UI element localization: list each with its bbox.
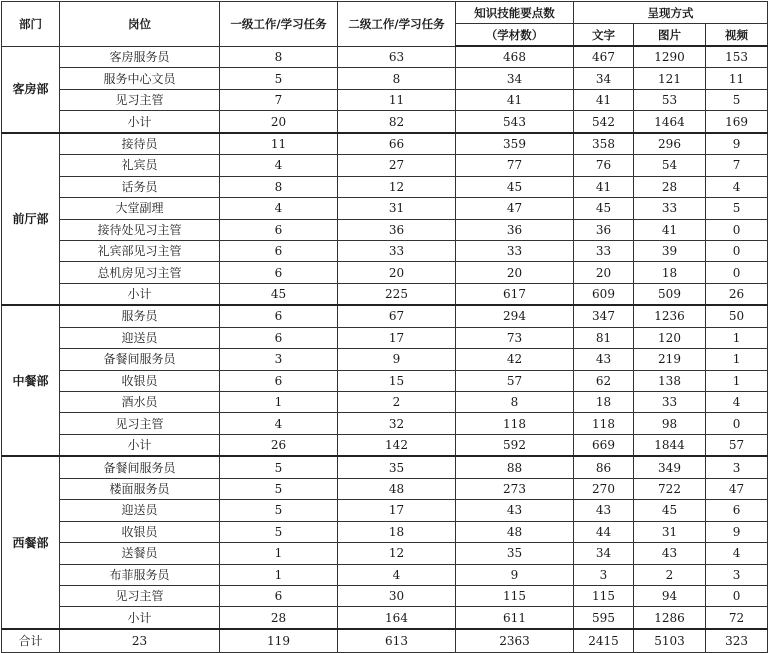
text-count: 34: [574, 68, 634, 89]
video-count: 57: [706, 434, 768, 456]
video-count: 7: [706, 155, 768, 176]
level2-count: 17: [338, 327, 456, 348]
table-row: [2, 349, 768, 370]
knowledge-count: 57: [456, 370, 574, 391]
table-row: [2, 133, 768, 155]
level2-count: 12: [338, 543, 456, 564]
level1-count: 6: [220, 262, 338, 283]
level2-count: 66: [338, 133, 456, 155]
position-cell: 接待处见习主管: [60, 219, 220, 240]
total-video-count: 323: [706, 629, 768, 653]
image-count: 98: [634, 413, 706, 434]
level1-count: 7: [220, 89, 338, 110]
knowledge-count: 42: [456, 349, 574, 370]
text-count: 41: [574, 176, 634, 197]
level1-count: 5: [220, 456, 338, 478]
knowledge-count: 543: [456, 111, 574, 133]
knowledge-count: 77: [456, 155, 574, 176]
video-count: 169: [706, 111, 768, 133]
position-cell: 服务中心文员: [60, 68, 220, 89]
image-count: 1464: [634, 111, 706, 133]
text-count: 115: [574, 585, 634, 606]
knowledge-count: 592: [456, 434, 574, 456]
table-row: [2, 305, 768, 327]
level2-count: 11: [338, 89, 456, 110]
knowledge-count: 35: [456, 543, 574, 564]
level2-count: 164: [338, 607, 456, 629]
video-count: 72: [706, 607, 768, 629]
knowledge-count: 359: [456, 133, 574, 155]
level1-count: 26: [220, 434, 338, 456]
video-count: 0: [706, 219, 768, 240]
video-count: 4: [706, 543, 768, 564]
knowledge-count: 47: [456, 198, 574, 219]
level1-count: 3: [220, 349, 338, 370]
video-count: 1: [706, 370, 768, 391]
level2-count: 4: [338, 564, 456, 585]
video-count: 4: [706, 392, 768, 413]
position-cell: 备餐间服务员: [60, 349, 220, 370]
image-count: 94: [634, 585, 706, 606]
text-count: 467: [574, 46, 634, 68]
video-count: 0: [706, 262, 768, 283]
level1-count: 28: [220, 607, 338, 629]
image-count: 349: [634, 456, 706, 478]
position-cell: 见习主管: [60, 89, 220, 110]
task-summary-table: [1, 1, 768, 653]
knowledge-count: 73: [456, 327, 574, 348]
image-count: 1236: [634, 305, 706, 327]
video-count: 5: [706, 89, 768, 110]
image-count: 1844: [634, 434, 706, 456]
total-knowledge-count: 613: [338, 629, 456, 653]
level1-count: 1: [220, 543, 338, 564]
table-row: [2, 89, 768, 110]
position-cell: 服务员: [60, 305, 220, 327]
position-cell: 小计: [60, 434, 220, 456]
text-count: 86: [574, 456, 634, 478]
position-cell: 客房服务员: [60, 46, 220, 68]
level1-count: 11: [220, 133, 338, 155]
table-row: [2, 198, 768, 219]
video-count: 0: [706, 413, 768, 434]
video-count: 47: [706, 478, 768, 499]
table-row: [2, 500, 768, 521]
position-cell: 大堂副理: [60, 198, 220, 219]
knowledge-count: 45: [456, 176, 574, 197]
text-count: 43: [574, 500, 634, 521]
department-cell: 中餐部: [2, 305, 60, 456]
image-count: 41: [634, 219, 706, 240]
video-count: 6: [706, 500, 768, 521]
image-count: 121: [634, 68, 706, 89]
video-count: 26: [706, 283, 768, 305]
image-count: 31: [634, 521, 706, 542]
video-count: 50: [706, 305, 768, 327]
knowledge-count: 43: [456, 500, 574, 521]
video-count: 0: [706, 585, 768, 606]
level2-count: 12: [338, 176, 456, 197]
level1-count: 45: [220, 283, 338, 305]
knowledge-count: 115: [456, 585, 574, 606]
position-cell: 总机房见习主管: [60, 262, 220, 283]
table-row: [2, 434, 768, 456]
text-count: 20: [574, 262, 634, 283]
text-count: 18: [574, 392, 634, 413]
total-text-count: 2415: [574, 629, 634, 653]
position-cell: 备餐间服务员: [60, 456, 220, 478]
knowledge-count: 468: [456, 46, 574, 68]
level1-count: 1: [220, 564, 338, 585]
table-row: [2, 585, 768, 606]
header-level2-tasks: 二级工作/学习任务: [338, 2, 456, 47]
knowledge-count: 617: [456, 283, 574, 305]
level2-count: 142: [338, 434, 456, 456]
table-row: [2, 68, 768, 89]
knowledge-count: 294: [456, 305, 574, 327]
level1-count: 5: [220, 68, 338, 89]
table-row: [2, 219, 768, 240]
level2-count: 27: [338, 155, 456, 176]
text-count: 542: [574, 111, 634, 133]
table-row: [2, 240, 768, 261]
level2-count: 20: [338, 262, 456, 283]
image-count: 722: [634, 478, 706, 499]
text-count: 76: [574, 155, 634, 176]
level2-count: 31: [338, 198, 456, 219]
video-count: 3: [706, 456, 768, 478]
table-row: [2, 176, 768, 197]
level2-count: 2: [338, 392, 456, 413]
image-count: 120: [634, 327, 706, 348]
table-row: [2, 456, 768, 478]
text-count: 43: [574, 349, 634, 370]
total-row: [2, 629, 768, 653]
video-count: 9: [706, 133, 768, 155]
position-cell: 收银员: [60, 521, 220, 542]
header-presentation: 呈现方式: [574, 2, 768, 24]
level1-count: 6: [220, 585, 338, 606]
table-row: [2, 478, 768, 499]
knowledge-count: 33: [456, 240, 574, 261]
level1-count: 4: [220, 413, 338, 434]
video-count: 9: [706, 521, 768, 542]
image-count: 2: [634, 564, 706, 585]
table-row: [2, 413, 768, 434]
header-image: 图片: [634, 24, 706, 47]
knowledge-count: 8: [456, 392, 574, 413]
video-count: 4: [706, 176, 768, 197]
text-count: 595: [574, 607, 634, 629]
level1-count: 8: [220, 46, 338, 68]
position-cell: 布菲服务员: [60, 564, 220, 585]
video-count: 0: [706, 240, 768, 261]
knowledge-count: 48: [456, 521, 574, 542]
table-footer: [2, 629, 768, 653]
knowledge-count: 9: [456, 564, 574, 585]
level1-count: 6: [220, 305, 338, 327]
table-row: [2, 564, 768, 585]
level2-count: 32: [338, 413, 456, 434]
image-count: 296: [634, 133, 706, 155]
position-cell: 见习主管: [60, 585, 220, 606]
level2-count: 8: [338, 68, 456, 89]
table-row: [2, 370, 768, 391]
level2-count: 82: [338, 111, 456, 133]
level1-count: 6: [220, 370, 338, 391]
header-department: 部门: [2, 2, 60, 47]
header-text: 文字: [574, 24, 634, 47]
video-count: 153: [706, 46, 768, 68]
image-count: 28: [634, 176, 706, 197]
level2-count: 67: [338, 305, 456, 327]
level1-count: 6: [220, 240, 338, 261]
text-count: 669: [574, 434, 634, 456]
image-count: 43: [634, 543, 706, 564]
position-cell: 酒水员: [60, 392, 220, 413]
table-row: [2, 46, 768, 68]
position-cell: 小计: [60, 111, 220, 133]
position-cell: 收银员: [60, 370, 220, 391]
header-knowledge-materials: （学材数）: [456, 24, 574, 47]
table-row: [2, 111, 768, 133]
image-count: 509: [634, 283, 706, 305]
level2-count: 18: [338, 521, 456, 542]
total-label: 合计: [2, 629, 60, 653]
knowledge-count: 273: [456, 478, 574, 499]
image-count: 53: [634, 89, 706, 110]
table-row: [2, 283, 768, 305]
level2-count: 36: [338, 219, 456, 240]
image-count: 39: [634, 240, 706, 261]
total-level1-count: 23: [60, 629, 220, 653]
image-count: 1286: [634, 607, 706, 629]
position-cell: 接待员: [60, 133, 220, 155]
total-image-count: 5103: [634, 629, 706, 653]
image-count: 54: [634, 155, 706, 176]
video-count: 3: [706, 564, 768, 585]
knowledge-count: 611: [456, 607, 574, 629]
text-count: 45: [574, 198, 634, 219]
video-count: 1: [706, 349, 768, 370]
total-knowledge-materials: 2363: [456, 629, 574, 653]
table-row: [2, 327, 768, 348]
image-count: 18: [634, 262, 706, 283]
knowledge-count: 20: [456, 262, 574, 283]
header-video: 视频: [706, 24, 768, 47]
image-count: 33: [634, 392, 706, 413]
level2-count: 17: [338, 500, 456, 521]
image-count: 45: [634, 500, 706, 521]
level2-count: 33: [338, 240, 456, 261]
text-count: 33: [574, 240, 634, 261]
knowledge-count: 36: [456, 219, 574, 240]
text-count: 41: [574, 89, 634, 110]
text-count: 358: [574, 133, 634, 155]
total-level2-count: 119: [220, 629, 338, 653]
level2-count: 48: [338, 478, 456, 499]
video-count: 11: [706, 68, 768, 89]
position-cell: 小计: [60, 283, 220, 305]
table-row: [2, 607, 768, 629]
position-cell: 礼宾部见习主管: [60, 240, 220, 261]
level2-count: 30: [338, 585, 456, 606]
table-body: [2, 46, 768, 629]
position-cell: 小计: [60, 607, 220, 629]
department-cell: 西餐部: [2, 456, 60, 629]
level2-count: 63: [338, 46, 456, 68]
level2-count: 225: [338, 283, 456, 305]
text-count: 270: [574, 478, 634, 499]
position-cell: 迎送员: [60, 500, 220, 521]
department-cell: 客房部: [2, 46, 60, 133]
level1-count: 5: [220, 521, 338, 542]
text-count: 36: [574, 219, 634, 240]
table-row: [2, 392, 768, 413]
level1-count: 5: [220, 478, 338, 499]
position-cell: 迎送员: [60, 327, 220, 348]
level2-count: 15: [338, 370, 456, 391]
knowledge-count: 118: [456, 413, 574, 434]
video-count: 5: [706, 198, 768, 219]
table-row: [2, 155, 768, 176]
image-count: 138: [634, 370, 706, 391]
text-count: 44: [574, 521, 634, 542]
header-position: 岗位: [60, 2, 220, 47]
table-row: [2, 521, 768, 542]
position-cell: 见习主管: [60, 413, 220, 434]
knowledge-count: 88: [456, 456, 574, 478]
level1-count: 6: [220, 219, 338, 240]
table-row: [2, 262, 768, 283]
level1-count: 20: [220, 111, 338, 133]
department-cell: 前厅部: [2, 133, 60, 306]
text-count: 81: [574, 327, 634, 348]
text-count: 34: [574, 543, 634, 564]
text-count: 609: [574, 283, 634, 305]
text-count: 118: [574, 413, 634, 434]
position-cell: 话务员: [60, 176, 220, 197]
level1-count: 4: [220, 198, 338, 219]
level1-count: 5: [220, 500, 338, 521]
table-header: [2, 2, 768, 47]
position-cell: 礼宾员: [60, 155, 220, 176]
text-count: 62: [574, 370, 634, 391]
position-cell: 送餐员: [60, 543, 220, 564]
image-count: 1290: [634, 46, 706, 68]
table-row: [2, 543, 768, 564]
header-knowledge-points: 知识技能要点数: [456, 2, 574, 24]
text-count: 347: [574, 305, 634, 327]
text-count: 3: [574, 564, 634, 585]
video-count: 1: [706, 327, 768, 348]
knowledge-count: 34: [456, 68, 574, 89]
level1-count: 1: [220, 392, 338, 413]
level2-count: 9: [338, 349, 456, 370]
header-level1-tasks: 一级工作/学习任务: [220, 2, 338, 47]
level1-count: 4: [220, 155, 338, 176]
level1-count: 6: [220, 327, 338, 348]
image-count: 33: [634, 198, 706, 219]
image-count: 219: [634, 349, 706, 370]
position-cell: 楼面服务员: [60, 478, 220, 499]
level2-count: 35: [338, 456, 456, 478]
level1-count: 8: [220, 176, 338, 197]
knowledge-count: 41: [456, 89, 574, 110]
